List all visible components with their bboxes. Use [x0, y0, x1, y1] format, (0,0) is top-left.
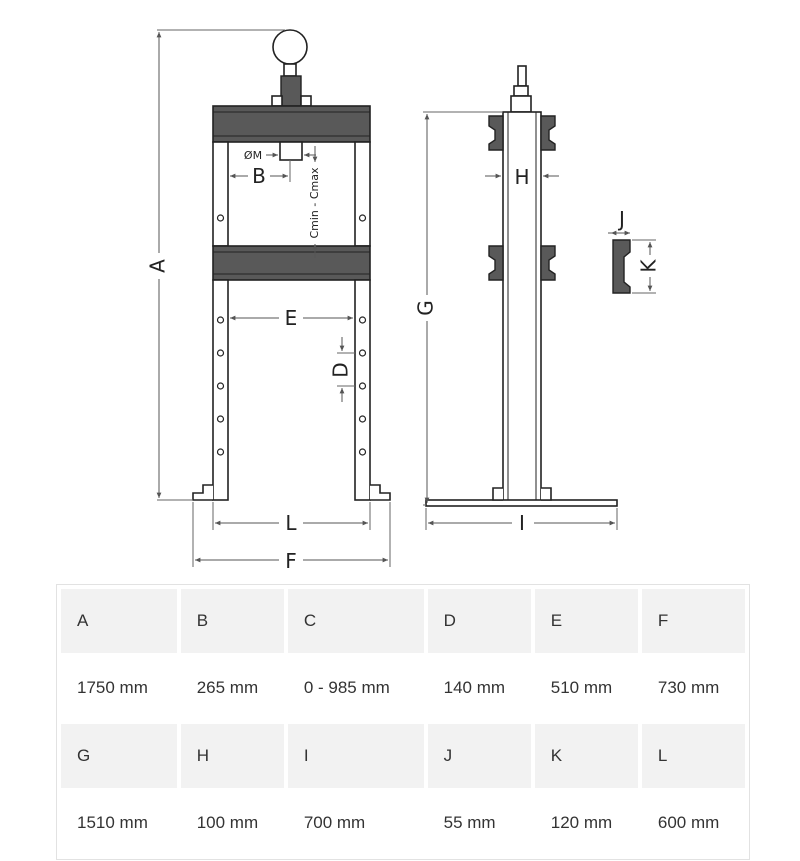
hydraulic-pump	[281, 76, 301, 106]
table-header-cell: G	[61, 724, 177, 788]
table-header-cell: H	[181, 724, 284, 788]
table-header-cell: L	[642, 724, 745, 788]
label-C: Cmin - Cmax	[308, 167, 321, 239]
table-value-cell: 140 mm	[428, 657, 531, 721]
table-value-cell: 55 mm	[428, 792, 531, 856]
table-header-row	[61, 724, 745, 788]
bracket-detail	[608, 207, 662, 293]
table-value-cell: 120 mm	[535, 792, 638, 856]
label-L: L	[285, 511, 297, 535]
label-D: D	[328, 362, 353, 378]
table-header-cell: J	[428, 724, 531, 788]
table-value-cell: 600 mm	[642, 792, 745, 856]
label-J: J	[619, 207, 625, 231]
table-value-cell: 100 mm	[181, 792, 284, 856]
table-header-cell: I	[288, 724, 424, 788]
side-view	[414, 66, 618, 535]
table-value-cell: 1750 mm	[61, 657, 177, 721]
table-header-row	[61, 589, 745, 653]
label-E: E	[284, 306, 298, 330]
table-value-row	[61, 657, 745, 721]
table-header-cell: C	[288, 589, 424, 653]
table-header-cell: F	[642, 589, 745, 653]
piston	[280, 142, 302, 160]
table-value-cell: 0 - 985 mm	[288, 657, 424, 721]
label-I: I	[519, 511, 525, 535]
table-header-cell: A	[61, 589, 177, 653]
label-F: F	[285, 549, 297, 573]
press-bed	[213, 246, 370, 280]
table-value-cell: 1510 mm	[61, 792, 177, 856]
side-base	[426, 500, 617, 506]
label-A: A	[145, 259, 170, 273]
top-beam	[213, 106, 370, 142]
table-header-cell: B	[181, 589, 284, 653]
table-value-row	[61, 792, 745, 856]
front-view	[146, 30, 391, 573]
label-H: H	[514, 165, 530, 189]
table-value-cell: 700 mm	[288, 792, 424, 856]
table-value-cell: 730 mm	[642, 657, 745, 721]
label-M: ØM	[243, 149, 263, 162]
dimensions-table	[56, 584, 750, 860]
table-value-cell: 510 mm	[535, 657, 638, 721]
table-value-cell: 265 mm	[181, 657, 284, 721]
table-header-cell: K	[535, 724, 638, 788]
label-G: G	[413, 300, 438, 316]
table-header-cell: D	[428, 589, 531, 653]
pressure-gauge	[273, 30, 307, 64]
table-header-cell: E	[535, 589, 638, 653]
label-K: K	[636, 259, 661, 273]
label-B: B	[252, 164, 266, 188]
